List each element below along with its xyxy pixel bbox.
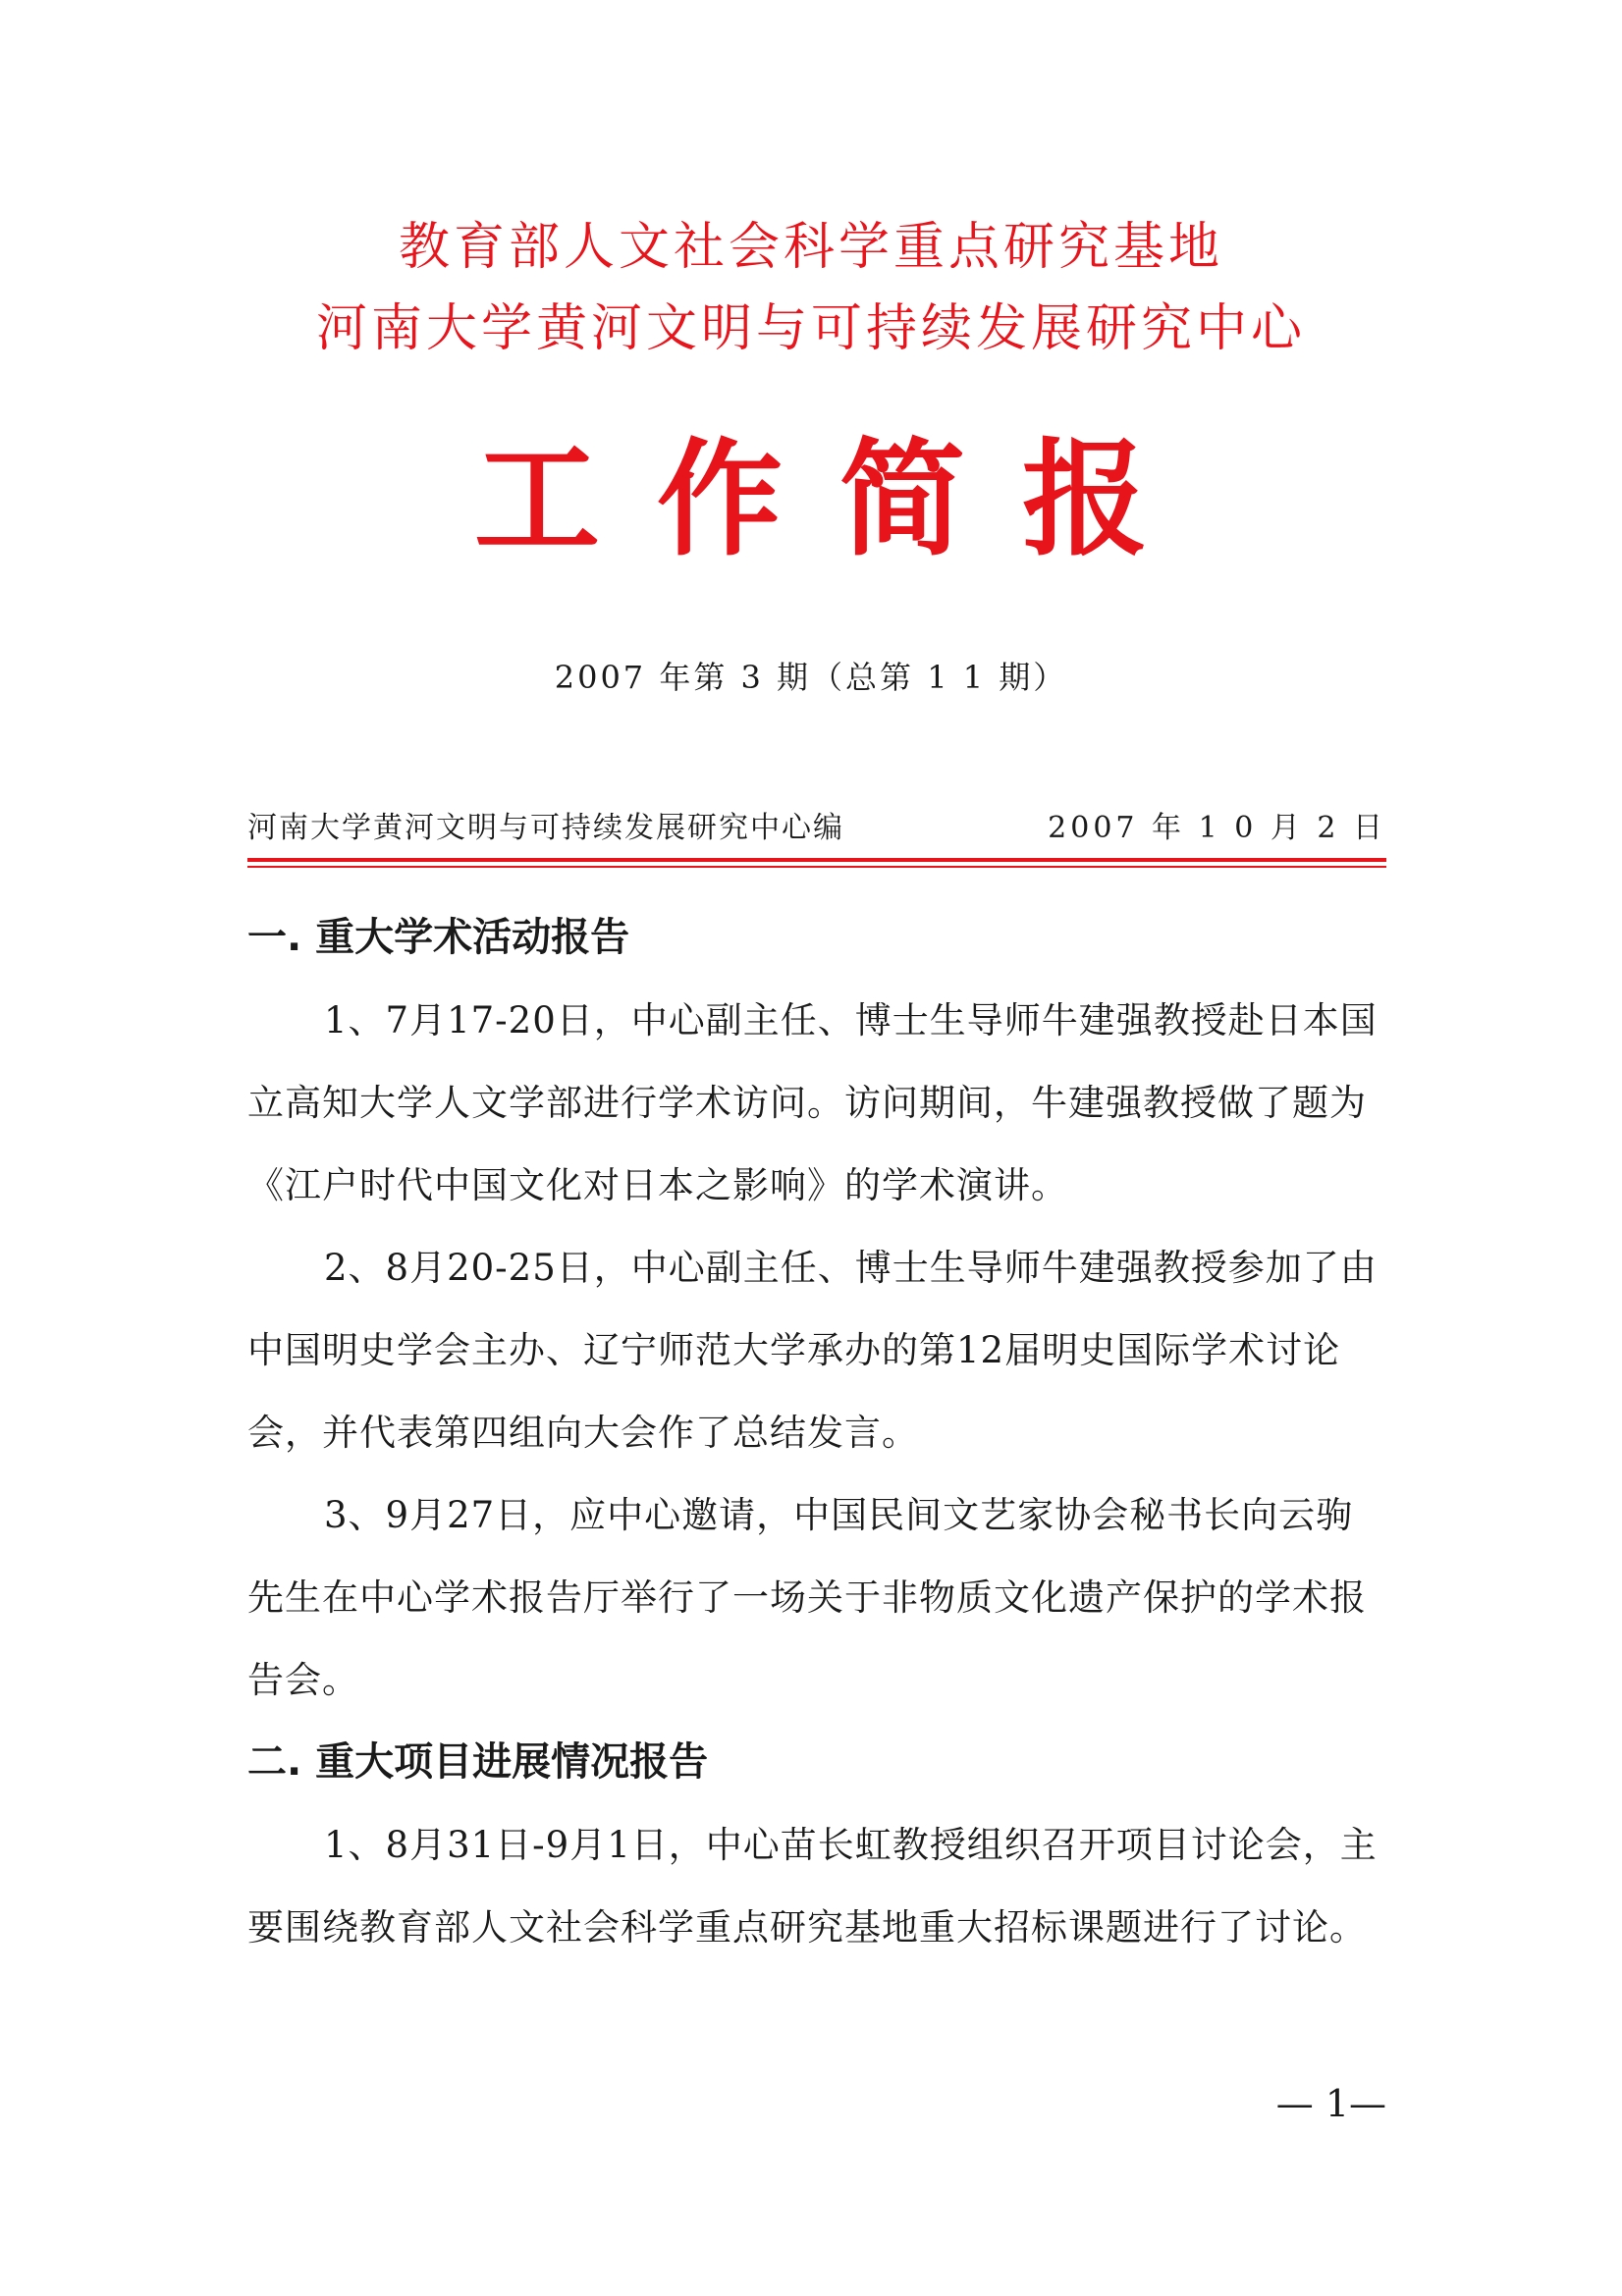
page-number: — 1— bbox=[1275, 2082, 1386, 2125]
paragraph-1-2: 2、8月20-25日，中心副主任、博士生导师牛建强教授参加了由中国明史学会主办、辽宁师范大学承办的第12届明史国际学术讨论会，并代表第四组向大会作了总结发言。 bbox=[247, 1247, 1378, 1454]
org-line-2: 河南大学黄河文明与可持续发展研究中心 bbox=[315, 299, 1306, 358]
org-line-1: 教育部人文社会科学重点研究基地 bbox=[398, 218, 1223, 277]
paragraph-1-1: 1、7月17-20日，中心副主任、博士生导师牛建强教授赴日本国立高知大学人文学部进行学术访问。访问期间，牛建强教授做了题为《江户时代中国文化对日本之影响》的学术演讲。 bbox=[247, 999, 1378, 1206]
editor-line: 河南大学黄河文明与可持续发展研究中心编 bbox=[247, 811, 844, 845]
issue-number: 2007 年第 3 期（总第 1 1 期） bbox=[554, 659, 1068, 696]
section-heading-1: 一. 重大学术活动报告 bbox=[247, 915, 630, 960]
issue-date: 2007 年 1 0 月 2 日 bbox=[1048, 811, 1386, 845]
header-rule-thin bbox=[247, 866, 1386, 868]
paragraph-1-3: 3、9月27日，应中心邀请，中国民间文艺家协会秘书长向云驹先生在中心学术报告厅举行了一场关于非物质文化遗产保护的学术报告会。 bbox=[247, 1494, 1367, 1701]
header-rule-thick bbox=[247, 858, 1386, 862]
paragraph-2-1: 1、8月31日-9月1日，中心苗长虹教授组织召开项目讨论会，主要围绕教育部人文社会科学重点研究基地重大招标课题进行了讨论。 bbox=[247, 1824, 1378, 1949]
section-heading-2: 二. 重大项目进展情况报告 bbox=[247, 1739, 709, 1785]
report-title: 工作简报 bbox=[473, 427, 1205, 573]
